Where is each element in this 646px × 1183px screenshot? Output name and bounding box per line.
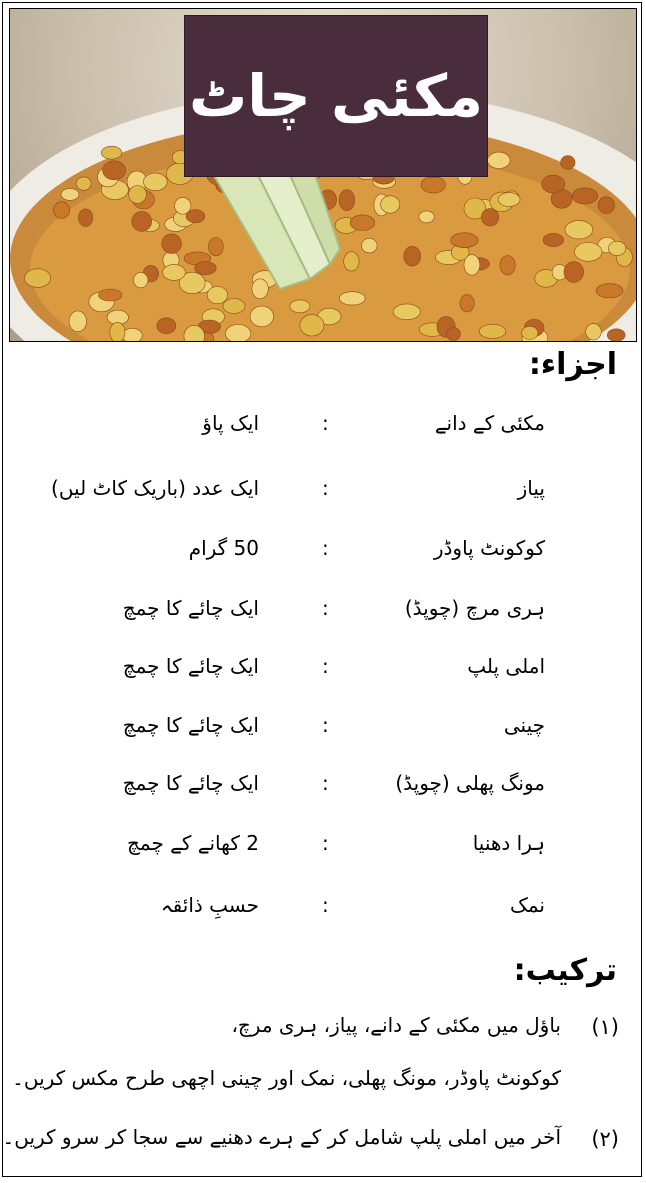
corn-kernel	[162, 234, 182, 254]
corn-kernel	[134, 272, 148, 287]
corn-kernel	[572, 188, 598, 204]
corn-kernel	[586, 324, 602, 340]
method-heading: ترکیب:	[513, 953, 617, 988]
corn-kernel	[460, 295, 474, 312]
corn-kernel	[61, 188, 79, 200]
corn-kernel	[175, 197, 191, 214]
corn-kernel	[350, 215, 375, 231]
corn-kernel	[132, 211, 152, 231]
corn-kernel	[498, 193, 520, 207]
title-banner	[184, 15, 488, 177]
ingredient-quantity: ایک چائے کا چمچ	[122, 771, 259, 795]
ingredient-name: ہرا دھنیا	[472, 831, 545, 855]
corn-kernel	[25, 269, 51, 288]
corn-kernel	[110, 322, 125, 341]
ingredient-row	[3, 411, 643, 451]
step-text: باؤل میں مکئی کے دانے، پیاز، ہری مرچ،	[231, 1013, 561, 1037]
corn-kernel	[479, 324, 506, 338]
corn-kernel	[157, 318, 176, 334]
corn-kernel	[393, 304, 420, 320]
corn-kernel	[404, 246, 421, 266]
ingredient-separator: :	[322, 411, 329, 435]
corn-kernel	[481, 209, 498, 226]
ingredient-quantity: ایک چائے کا چمچ	[122, 654, 259, 678]
corn-kernel	[103, 161, 126, 180]
corn-kernel	[344, 252, 359, 271]
corn-kernel	[195, 262, 217, 275]
ingredient-quantity: ایک چائے کا چمچ	[122, 713, 259, 737]
corn-kernel	[207, 287, 227, 304]
ingredient-separator: :	[322, 476, 329, 500]
ingredient-quantity: ایک چائے کا چمچ	[122, 596, 259, 620]
ingredient-quantity: ایک عدد (باریک کاٹ لیں)	[51, 476, 259, 500]
ingredient-separator: :	[322, 713, 329, 737]
ingredient-name: کوکونٹ پاوڈر	[433, 536, 545, 560]
ingredient-name: پیاز	[517, 476, 545, 500]
corn-kernel	[565, 221, 593, 239]
ingredient-separator: :	[322, 893, 329, 917]
corn-kernel	[574, 243, 602, 262]
ingredient-name: املی پلپ	[467, 654, 545, 678]
ingredient-separator: :	[322, 654, 329, 678]
ingredient-quantity: حسبِ ذائقہ	[160, 893, 259, 917]
step-number: (۲)	[591, 1127, 619, 1151]
corn-kernel	[300, 315, 324, 336]
corn-kernel	[78, 209, 92, 227]
ingredients-heading: اجزاء:	[528, 347, 617, 382]
corn-kernel	[252, 279, 268, 299]
corn-kernel	[607, 329, 625, 341]
corn-kernel	[223, 299, 245, 314]
ingredient-name: ہری مرچ (چوپڈ)	[404, 596, 545, 620]
corn-kernel	[129, 186, 147, 204]
ingredient-row	[3, 536, 643, 576]
ingredient-separator: :	[322, 771, 329, 795]
ingredient-separator: :	[322, 831, 329, 855]
corn-kernel	[451, 233, 479, 248]
ingredient-separator: :	[322, 536, 329, 560]
ingredient-name: چینی	[503, 713, 545, 737]
ingredient-separator: :	[322, 596, 329, 620]
recipe-title: مکئی چاٹ	[188, 62, 484, 130]
corn-kernel	[143, 173, 167, 191]
ingredient-quantity: ایک پاؤ	[202, 411, 259, 435]
corn-kernel	[419, 211, 434, 223]
corn-kernel	[543, 233, 564, 246]
corn-kernel	[339, 292, 365, 305]
ingredient-name: مکئی کے دانے	[434, 411, 545, 435]
corn-kernel	[500, 256, 515, 275]
corn-kernel	[101, 146, 121, 159]
ingredient-row	[3, 893, 643, 933]
corn-kernel	[522, 326, 538, 339]
corn-kernel	[596, 284, 623, 298]
step-text: کوکونٹ پاوڈر، مونگ پھلی، نمک اور چینی اچھی طرح مکس کریں۔	[12, 1066, 561, 1090]
corn-kernel	[608, 241, 625, 255]
corn-kernel	[542, 175, 565, 193]
ingredient-quantity: 2 کھانے کے چمچ	[126, 831, 259, 855]
corn-kernel	[488, 152, 511, 168]
ingredient-row	[3, 831, 643, 871]
corn-kernel	[446, 328, 460, 341]
step-text: آخر میں املی پلپ شامل کر کے ہرے دھنیے سے سجا کر سرو کریں۔	[2, 1125, 561, 1149]
ingredient-row	[3, 771, 643, 811]
corn-kernel	[561, 156, 575, 170]
corn-kernel	[250, 306, 274, 327]
ingredient-name: نمک	[509, 893, 545, 917]
corn-kernel	[225, 325, 250, 342]
ingredient-name: مونگ پھلی (چوپڈ)	[395, 771, 545, 795]
dish-photo	[9, 8, 637, 342]
ingredient-row	[3, 654, 643, 694]
corn-kernel	[69, 311, 86, 332]
ingredient-row	[3, 713, 643, 753]
ingredient-row	[3, 476, 643, 516]
corn-kernel	[598, 197, 614, 214]
corn-kernel	[464, 255, 480, 276]
corn-kernel	[381, 196, 400, 213]
corn-kernel	[76, 177, 91, 190]
corn-kernel	[421, 177, 445, 194]
ingredient-row	[3, 596, 643, 636]
recipe-card	[2, 2, 642, 1177]
corn-kernel	[564, 262, 584, 283]
corn-kernel	[54, 202, 70, 219]
ingredient-quantity: 50 گرام	[188, 536, 259, 560]
corn-kernel	[339, 190, 355, 211]
corn-kernel	[362, 238, 378, 253]
corn-kernel	[99, 289, 122, 301]
corn-kernel	[290, 300, 310, 313]
corn-kernel	[163, 264, 186, 280]
corn-kernel	[209, 238, 224, 256]
step-number: (۱)	[591, 1015, 619, 1039]
